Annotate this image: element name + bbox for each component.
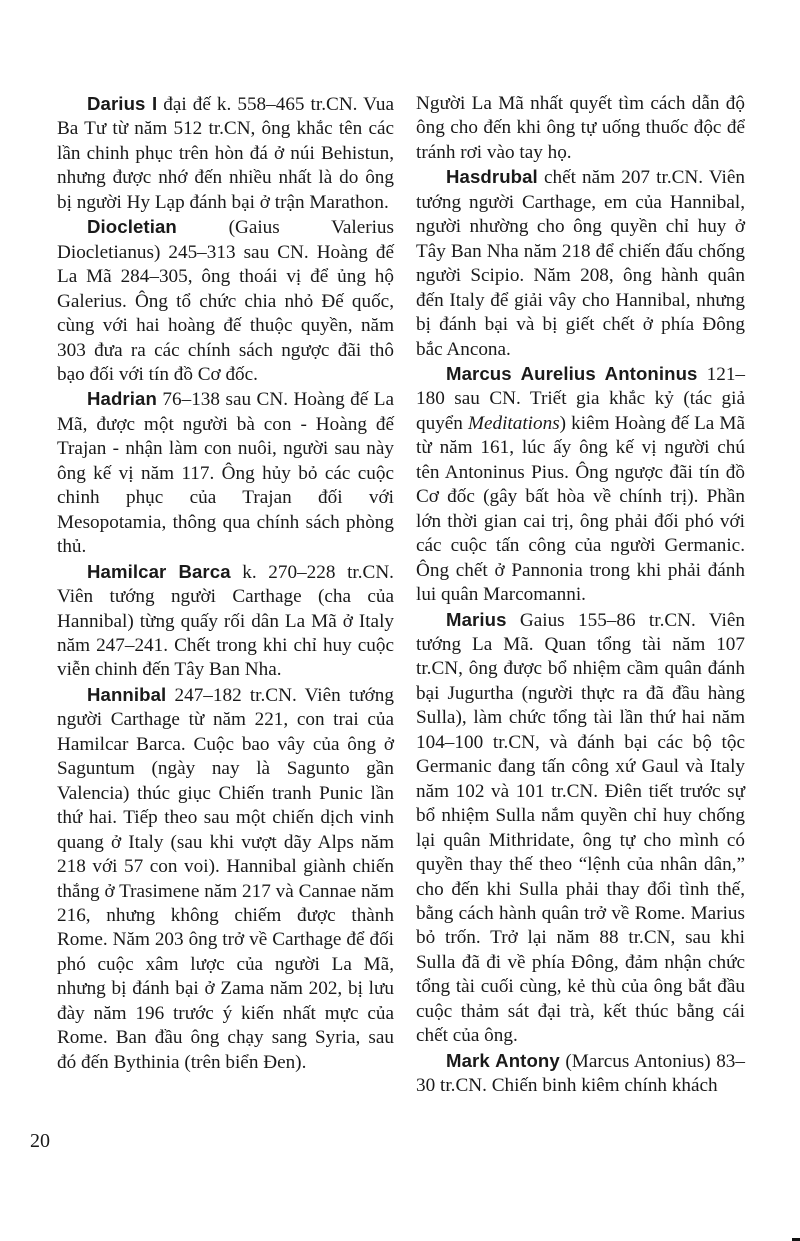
entry-diocletian (57, 215, 394, 387)
entry-body: (Marcus Antonius) 83–30 tr.CN. Chiến binh kiêm chính khách (416, 1050, 745, 1097)
entry-body: (Gaius Valerius Diocletianus) 245–313 sau CN. Hoàng đế La Mã 284–305, ông thoái vị để ủng hộ Galerius. Ông tổ chức chia nhỏ Đế quốc, cùng với hai hoàng đế thuộc quyền, năm 303 đưa ra các chính sách ngược đãi thô bạo đối với tín đồ Cơ đốc. (57, 217, 394, 385)
entry-headword: Hannibal (87, 683, 167, 705)
entry-headword: Mark Antony (446, 1049, 560, 1071)
entry-headword: Darius I (87, 93, 158, 114)
entry-marcus-aurelius (416, 362, 745, 608)
entry-body: 247–182 tr.CN. Viên tướng người Carthage từ năm 221, con trai của Hamilcar Barca. Cuộc bao vây của ông ở Saguntum (ngày nay là Sagunto gần Valencia) thúc giục Chiến tranh Punic lần thứ hai. Tiếp theo sau một chiến dịch vinh quang ở Italy (sau khi vượt dãy Alps năm 218 với 57 con voi). Hannibal giành chiến thắng ở Trasimene năm 217 và Cannae năm 216, nhưng không chiếm được thành Rome. Năm 203 ông trở về Carthage để đối phó cuộc xâm lược của người La Mã, nhưng bị đánh bại ở Zama năm 202, bị lưu đày năm 196 trước ý kiến nhất mực của Rome. Ban đầu ông chạy sang Syria, sau đó đến Bythinia (trên biển Đen). (57, 684, 394, 1073)
entry-hamilcar-barca (57, 560, 394, 683)
entry-body: k. 270–228 tr.CN. Viên tướng người Carthage (cha của Hannibal) từng quấy rối dân La Mã ở Italy năm 247–241. Chết trong khi chỉ huy cuộc viễn chinh đến Tây Ban Nha. (57, 561, 394, 681)
entry-hadrian (57, 387, 394, 559)
entry-mark-antony (416, 1049, 745, 1099)
book-title: Meditations (468, 412, 560, 434)
entry-darius (57, 92, 394, 215)
right-column (416, 92, 745, 1099)
entry-body: 76–138 sau CN. Hoàng đế La Mã, được một người bà con - Hoàng đế Trajan - nhận làm con nuôi, người sau này ông kế vị năm 117. Ông hủy bỏ các cuộc chinh phục của Trajan đối với Mesopotamia, thông qua chính sách phòng thủ. (57, 389, 394, 558)
entry-body: đại đế k. 558–465 tr.CN. Vua Ba Tư từ năm 512 tr.CN, ông khắc tên các lần chinh phục trên hòn đá ở núi Behistun, nhưng được nhớ đến nhiều nhất là do ông bị người Hy Lạp đánh bại ở trận Marathon. (57, 94, 394, 213)
entry-body: Gaius 155–86 tr.CN. Viên tướng La Mã. Quan tổng tài năm 107 tr.CN, ông được bổ nhiệm cầm quân đánh bại Jugurtha (người thực ra đã đầu hàng Sulla), làm chức tổng tài lần thứ hai năm 104–100 tr.CN, và đánh bại các bộ tộc Germanic đang tấn công xứ Gaul và Italy năm 102 và 101 tr.CN. Điên tiết trước sự bổ nhiệm Sulla nắm quyền chỉ huy chống lại quân Mithridate, ông tự cho mình có quyền thay thế theo “lệnh của nhân dân,” cho đến khi Sulla phải thay đổi tình thế, bằng cách hành quân trở về Rome. Marius bỏ trốn. Trở lại năm 88 tr.CN, sau khi Sulla đã đi về phía Đông, đảm nhận chức tổng tài cuối cùng, kẻ thù của ông bắt đầu cuộc thảm sát đại trà, kết thúc bằng cái chết của ông. (416, 609, 745, 1047)
entry-headword: Marius (446, 608, 507, 630)
entry-headword: Hasdrubal (446, 166, 538, 188)
entry-headword: Hadrian (87, 388, 157, 410)
entry-hasdrubal (416, 165, 745, 362)
entry-headword: Diocletian (87, 216, 177, 238)
left-column (57, 92, 394, 1075)
entry-body: 121–180 sau CN. Triết gia khắc kỷ (tác giả quyển (416, 363, 746, 434)
entry-marius (416, 608, 745, 1049)
entry-headword: Hamilcar Barca (87, 560, 231, 582)
page-number: 20 (30, 1130, 50, 1152)
entry-body-cont: ) kiêm Hoàng đế La Mã từ năm 161, lúc ấy ông kế vị người chú tên Antoninus Pius. Ông ngược đãi tín đồ Cơ đốc (gây bất hòa về chính trị). Phần lớn thời gian cai trị, ông phải đối phó với các cuộc tấn công của người Germanic. Ông chết ở Pannonia trong khi phải đánh lui quân Marcomanni. (416, 412, 745, 606)
entry-body: chết năm 207 tr.CN. Viên tướng người Carthage, em của Hannibal, người nhường cho ông quyền chỉ huy ở Tây Ban Nha năm 218 để chiến đấu chống người Scipio. Năm 208, ông hành quân đến Italy để giải vây cho Hannibal, nhưng bị đánh bại và bị giết chết ở phía Đông bắc Ancona. (416, 167, 745, 360)
entry-hannibal (57, 683, 394, 1075)
entry-headword: Marcus Aurelius Antoninus (446, 362, 698, 384)
entry-continuation: Người La Mã nhất quyết tìm cách dẫn độ ông cho đến khi ông tự uống thuốc độc để tránh rơi vào tay họ. (416, 93, 745, 163)
